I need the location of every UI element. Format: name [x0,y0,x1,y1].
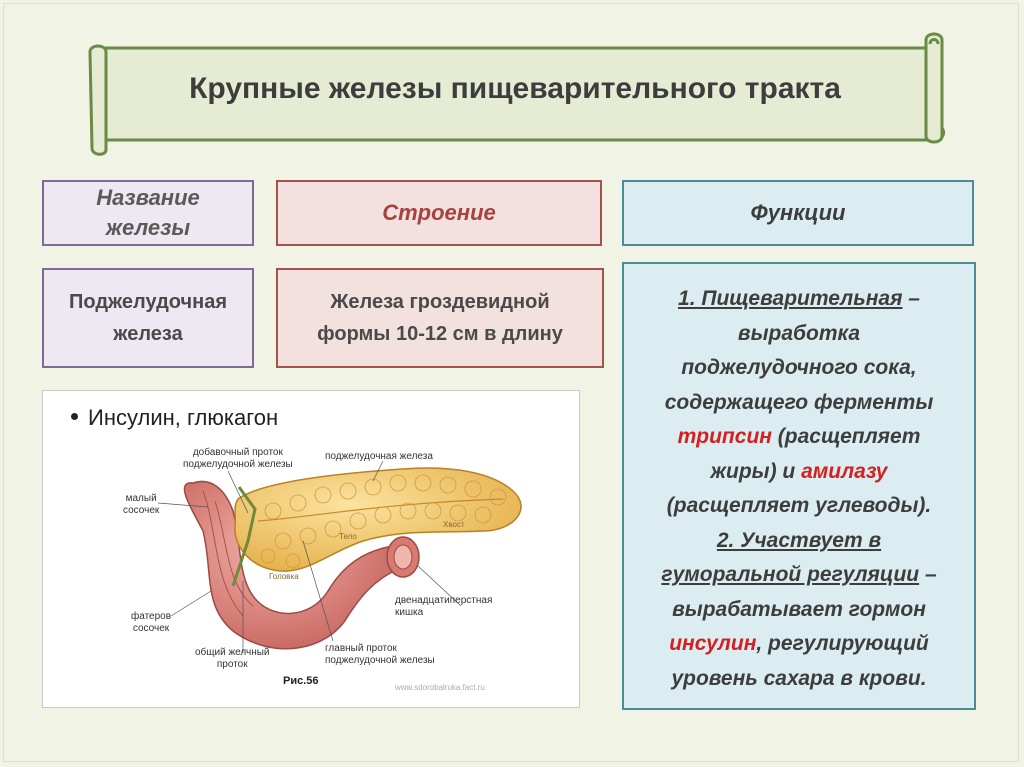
label-duodenum [395,595,492,619]
label-duodenum-1: двенадцатиперстная [395,595,493,606]
amylase-term: амилазу [801,459,888,483]
gland-name-line1: Поджелудочная [68,291,228,313]
label-body: Тело [339,532,357,541]
function-1-line3: поджелудочного сока, [681,356,917,379]
function-1-heading: 1. Пищеварительная [678,287,903,310]
label-minor-papilla-2: сосочек [123,505,160,516]
function-2-heading: 2. Участвует в [716,528,882,552]
cell-gland-name [42,268,254,368]
header-gland-name [42,180,254,246]
function-1-line6 [632,455,966,490]
pancreas-illustration [42,390,580,708]
header-structure-label: Строение [382,200,496,225]
label-head: Головка [269,572,299,581]
label-main-duct-2: поджелудочной железы [325,655,435,666]
insulin-term: инсулин [669,632,757,655]
function-2-dash: – [919,563,937,586]
structure-line1: Железа гроздевидной [330,291,550,313]
function-1-line5 [632,420,966,455]
cell-gland-structure [276,268,604,368]
function-2-line4 [632,627,966,662]
label-vater-papilla [131,611,171,635]
label-pancreas: поджелудочная железа [325,451,433,462]
header-functions [622,180,974,246]
label-main-duct [325,643,435,667]
label-tail: Хвост [443,520,465,529]
header-gland-name-line2: железы [105,215,191,240]
header-structure [276,180,602,246]
function-1-line2: выработка [737,321,861,345]
function-2-line4-rest: , регулирующий [756,632,929,655]
function-1-line7: (расщепляет углеводы). [666,494,932,517]
function-1-title [632,282,966,317]
figure-caption: Рис.56 [283,675,319,687]
humoral-regulation-term: гуморальной регуляции [661,563,920,586]
function-1-line6-start: жиры) и [710,459,802,483]
label-vater-1: фатеров [131,611,172,622]
label-vater-2: сосочек [132,623,170,634]
structure-line2: формы 10-12 см в длину [317,323,563,345]
label-accessory-duct [183,447,293,471]
function-1-line4: содержащего ферменты [664,390,934,414]
label-common-bile-duct [195,647,270,671]
function-2-line2 [632,558,966,593]
trypsin-term: трипсин [677,425,772,448]
watermark: www.sdorobalruka.fact.ru [395,683,485,692]
label-main-duct-1: главный проток [325,643,397,654]
pancreas-anatomy-drawing [43,391,580,708]
function-1-dash: – [902,287,920,310]
function-1-line5-rest: (расщепляет [771,425,921,448]
label-duodenum-2: кишка [395,607,424,618]
page-title: Крупные железы пищеварительного тракта [189,72,841,105]
label-accessory-duct-2: поджелудочной железы [183,459,293,470]
function-2-line3: вырабатывает гормон [672,597,926,621]
header-functions-label: Функции [750,200,846,225]
label-common-bile-1: общий желчный [195,647,270,658]
gland-name-line2: железа [113,323,183,345]
cell-functions [622,262,976,710]
label-minor-papilla-1: малый [125,493,157,504]
illustration-bullet-text: Инсулин, глюкагон [88,405,279,430]
function-2-line5: уровень сахара в крови. [671,666,927,690]
label-common-bile-2: проток [216,659,248,670]
label-minor-papilla [123,493,159,517]
header-gland-name-line1: Название [96,185,200,210]
label-accessory-duct-1: добавочный проток [192,447,283,458]
